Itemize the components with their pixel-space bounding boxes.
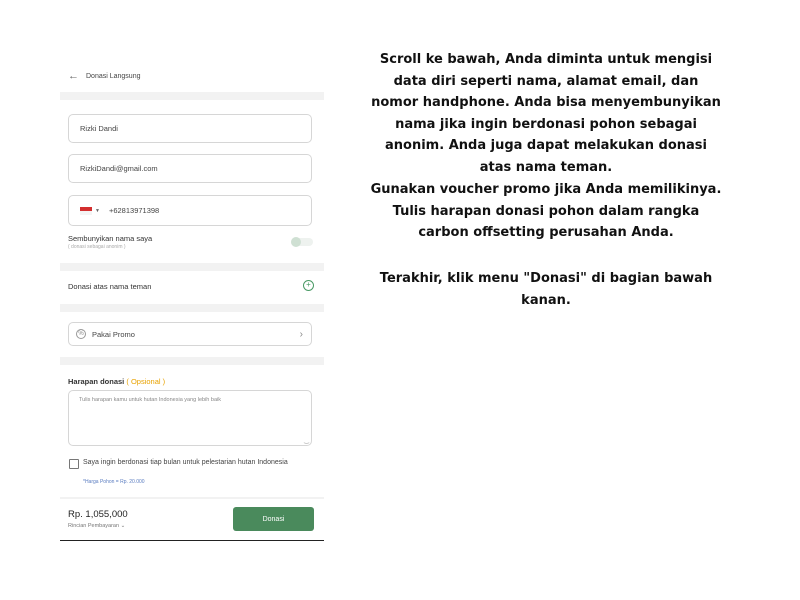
toggle-knob [291, 237, 301, 247]
divider [60, 263, 324, 271]
name-value: Rizki Dandi [80, 124, 118, 133]
header-bar [60, 60, 324, 92]
divider [60, 304, 324, 312]
wish-label [68, 377, 165, 386]
phone-value: +62813971398 [108, 206, 160, 215]
chevron-down-icon[interactable]: ▼ [95, 207, 100, 214]
payment-details-label: Rincian Pembayaran [68, 523, 120, 529]
email-value: RizkiDandi@gmail.com [80, 164, 158, 173]
instruction-paragraph-2: Gunakan voucher promo jika Anda memilikinya. Tulis harapan donasi pohon dalam rangka carbon offsetting perusahan Anda. [370, 182, 722, 240]
donation-form-panel [60, 60, 324, 541]
payment-details-toggle[interactable] [68, 523, 125, 529]
divider [60, 497, 324, 499]
monthly-checkbox[interactable] [69, 459, 79, 469]
promo-label: Pakai Promo [92, 329, 135, 339]
hide-name-label: Sembunyikan nama saya [68, 234, 153, 243]
donate-button[interactable]: Donasi [233, 507, 314, 531]
divider [60, 92, 324, 100]
page-title: Donasi Langsung [86, 72, 141, 80]
on-behalf-label: Donasi atas nama teman [68, 282, 152, 291]
name-field[interactable] [68, 114, 312, 143]
add-circle-icon[interactable]: + [303, 280, 314, 291]
monthly-label: Saya ingin berdonasi tiap bulan untuk pelestarian hutan Indonesia [83, 459, 288, 466]
instruction-paragraph-3: Terakhir, klik menu "Donasi" di bagian bawah kanan. [379, 271, 713, 308]
wish-textarea[interactable] [68, 390, 312, 446]
anonymous-toggle[interactable] [291, 238, 313, 246]
hide-name-sublabel: ( donasi sebagai anonim ) [68, 244, 126, 250]
wish-label-text: Harapan donasi [68, 377, 125, 386]
total-price: Rp. 1,055,000 [68, 509, 128, 520]
wish-placeholder: Tulis harapan kamu untuk hutan Indonesia yang lebih baik [79, 397, 221, 403]
email-field[interactable] [68, 154, 312, 183]
instruction-paragraph-1: Scroll ke bawah, Anda diminta untuk mengisi data diri seperti nama, alamat email, dan nomor handphone. Anda bisa menyembunyikan nama jika ingin berdonasi pohon sebagai anonim. Anda juga dapat melakukan donasi atas nama teman. [371, 52, 721, 175]
voucher-icon: % [76, 329, 86, 339]
indonesia-flag-icon[interactable] [80, 207, 92, 215]
optional-tag: ( Opsional ) [126, 377, 166, 386]
resize-handle-icon[interactable]: ‿ [304, 438, 309, 444]
chevron-down-icon: ⌄ [120, 523, 126, 529]
phone-field[interactable] [68, 195, 312, 226]
price-note: *Harga Pohon = Rp. 20.000 [83, 479, 145, 485]
chevron-right-icon: › [299, 328, 303, 340]
divider [60, 357, 324, 365]
promo-button[interactable] [68, 322, 312, 346]
arrow-left-icon[interactable]: ← [68, 69, 79, 82]
